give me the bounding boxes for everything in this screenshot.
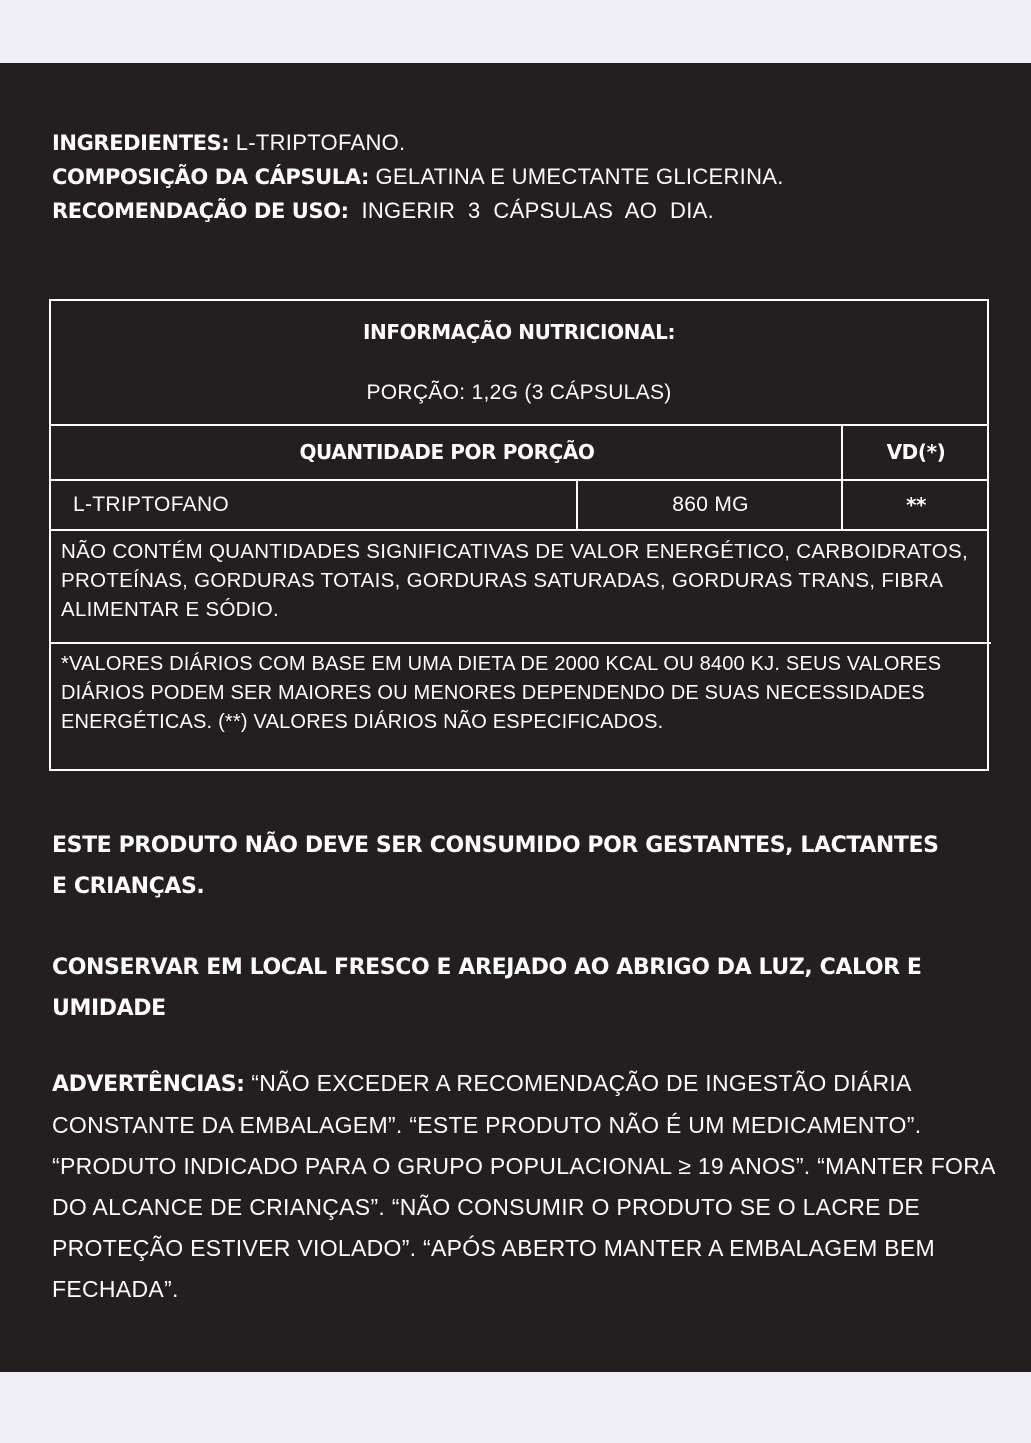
nutrient-name: L-TRIPTOFANO bbox=[73, 493, 230, 516]
nutrition-table bbox=[49, 299, 989, 771]
nutrient-amount: 860 MG bbox=[672, 493, 749, 516]
table-divider bbox=[51, 642, 991, 644]
advertencias-section bbox=[52, 1063, 997, 1310]
not-contains-note: NÃO CONTÉM QUANTIDADES SIGNIFICATIVAS DE VALOR ENERGÉTICO, CARBOIDRATOS, PROTEÍNAS, GORDURAS TOTAIS, GORDURAS SATURADAS, GORDURAS TRANS, FIBRA ALIMENTAR E SÓDIO. bbox=[61, 540, 969, 621]
advertencias-label: ADVERTÊNCIAS: bbox=[52, 1072, 245, 1097]
usage-recommendation-label: RECOMENDAÇÃO DE USO: bbox=[52, 199, 349, 223]
capsule-composition-label: COMPOSIÇÃO DA CÁPSULA: bbox=[52, 165, 370, 189]
ingredients-value: L-TRIPTOFANO. bbox=[229, 130, 406, 155]
storage-instructions: CONSERVAR EM LOCAL FRESCO E AREJADO AO ABRIGO DA LUZ, CALOR E UMIDADE bbox=[52, 955, 922, 1021]
portion-size: PORÇÃO: 1,2G (3 CÁPSULAS) bbox=[366, 381, 672, 404]
advertencias-text: “NÃO EXCEDER A RECOMENDAÇÃO DE INGESTÃO DIÁRIA CONSTANTE DA EMBALAGEM”. “ESTE PRODUTO NÃO É UM MEDICAMENTO”. “PRODUTO INDICADO PARA O GRUPO POPULACIONAL ≥ 19 ANOS”. “MANTER FORA DO ALCANCE DE CRIANÇAS”. “NÃO CONSUMIR O PRODUTO SE O LACRE DE PROTEÇÃO ESTIVER VIOLADO”. “APÓS ABERTO MANTER A EMBALAGEM BEM FECHADA”. bbox=[52, 1070, 995, 1302]
nutrient-daily-value: ** bbox=[905, 493, 927, 517]
ingredients-line bbox=[52, 126, 784, 160]
header-quantity-per-portion: QUANTIDADE POR PORÇÃO bbox=[299, 440, 595, 464]
usage-recommendation-line bbox=[52, 194, 784, 228]
ingredients-label: INGREDIENTES: bbox=[52, 131, 230, 155]
pregnancy-warning: ESTE PRODUTO NÃO DEVE SER CONSUMIDO POR GESTANTES, LACTANTES E CRIANÇAS. bbox=[52, 833, 939, 899]
daily-values-note: *VALORES DIÁRIOS COM BASE EM UMA DIETA DE 2000 KCAL OU 8400 KJ. SEUS VALORES DIÁRIOS PODEM SER MAIORES OU MENORES DEPENDENDO DE SUAS NECESSIDADES ENERGÉTICAS. (**) VALORES DIÁRIOS NÃO ESPECIFICADOS. bbox=[61, 653, 942, 733]
nutrition-title: INFORMAÇÃO NUTRICIONAL: bbox=[362, 320, 676, 344]
usage-recommendation-value: INGERIR 3 CÁPSULAS AO DIA. bbox=[348, 198, 714, 223]
label-panel bbox=[0, 63, 1031, 1372]
header-daily-value: VD(*) bbox=[886, 440, 946, 464]
product-info bbox=[52, 126, 784, 228]
capsule-composition-line bbox=[52, 160, 784, 194]
table-divider bbox=[51, 529, 987, 531]
capsule-composition-value: GELATINA E UMECTANTE GLICERINA. bbox=[369, 164, 784, 189]
